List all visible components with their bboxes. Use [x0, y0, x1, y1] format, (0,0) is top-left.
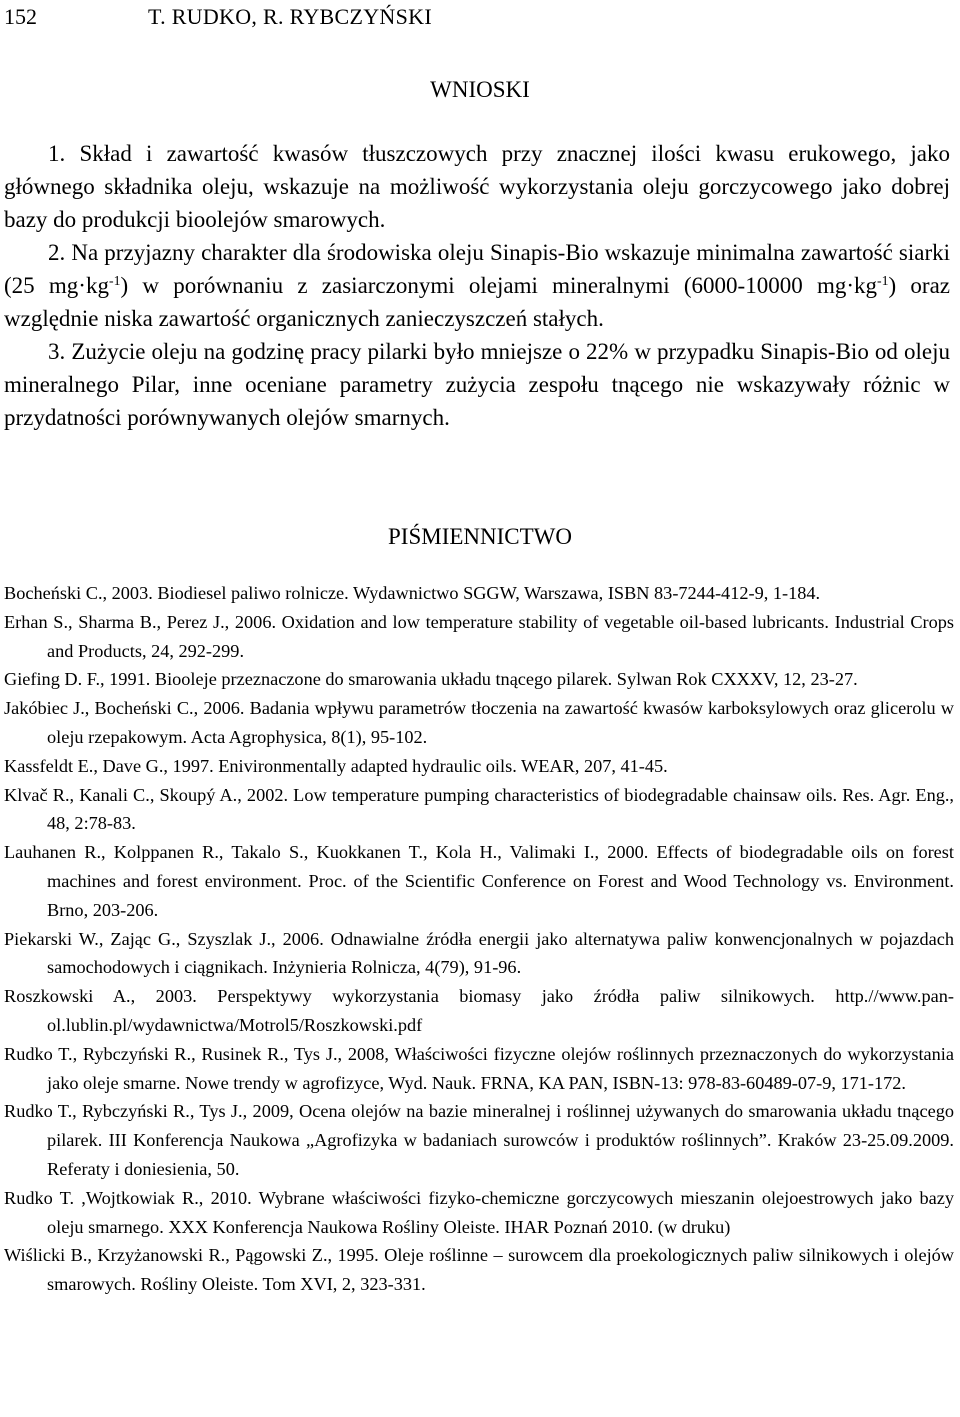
- conclusion-number: 1.: [48, 141, 66, 166]
- conclusion-text: ) w porównaniu z zasiarczonymi olejami mineralnymi (6000-10000 mg·kg: [120, 273, 877, 298]
- conclusions-heading: WNIOSKI: [430, 77, 530, 102]
- reference-item: Giefing D. F., 1991. Biooleje przeznaczone do smarowania układu tnącego pilarek. Sylwan Rok CXXXV, 12, 23-27.: [4, 669, 858, 690]
- superscript: -1: [108, 273, 121, 289]
- conclusion-item: [4, 236, 950, 335]
- reference-item: Rudko T. ,Wojtkowiak R., 2010. Wybrane właściwości fizyko-chemiczne gorczycowych mieszanin olejoestrowych jako bazy oleju smarnego. XXX Konferencja Naukowa Rośliny Oleiste. IHAR Poznań 2010. (w druku): [4, 1187, 954, 1237]
- page-number: 152: [4, 4, 37, 29]
- conclusion-text: Skład i zawartość kwasów tłuszczowych przy znacznej ilości kwasu erukowego, jako głównego składnika oleju, wskazuje na możliwość wykorzystania oleju gorczycowego jako dobrej bazy do produkcji bioolejów smarowych.: [4, 141, 950, 232]
- conclusion-text: Na przyjazny charakter dla środowiska oleju Sinapis-Bio wskazuje minimalna zawartość siarki (25 mg·kg: [4, 240, 951, 298]
- reference-item: Roszkowski A., 2003. Perspektywy wykorzystania biomasy jako źródła paliw silnikowych. http.//www.pan-ol.lublin.pl/wydawnictwa/Motrol5/Roszkowski.pdf: [4, 986, 954, 1035]
- conclusion-text: ) oraz względnie niska zawartość organicznych zanieczyszczeń stałych.: [4, 273, 950, 331]
- conclusion-number: 3.: [48, 339, 66, 364]
- reference-item: Klvač R., Kanali C., Skoupý A., 2002. Low temperature pumping characteristics of biodegradable chainsaw oils. Res. Agr. Eng., 48, 2:78-83.: [4, 784, 954, 834]
- reference-item: Bocheński C., 2003. Biodiesel paliwo rolnicze. Wydawnictwo SGGW, Warszawa, ISBN 83-7244-412-9, 1-184.: [4, 583, 821, 603]
- reference-item: Wiślicki B., Krzyżanowski R., Pągowski Z., 1995. Oleje roślinne – surowcem dla proekologicznych paliw silnikowych i olejów smarowych. Rośliny Oleiste. Tom XVI, 2, 323-331.: [4, 1245, 954, 1295]
- reference-item: Kassfeldt E., Dave G., 1997. Enivironmentally adapted hydraulic oils. WEAR, 207, 41-45.: [4, 755, 668, 776]
- conclusion-text: Zużycie oleju na godzinę pracy pilarki było mniejsze o 22% w przypadku Sinapis-Bio od oleju mineralnego Pilar, inne oceniane parametry zużycia zespołu tnącego nie wskazywały różnic w przydatności porównywanych olejów smarnych.: [4, 339, 951, 430]
- conclusion-item: [4, 335, 950, 434]
- reference-item: Piekarski W., Zając G., Szyszlak J., 2006. Odnawialne źródła energii jako alternatywa paliw konwencjonalnych w pojazdach samochodowych i ciągnikach. Inżynieria Rolnicza, 4(79), 91-96.: [4, 928, 954, 978]
- reference-item: Rudko T., Rybczyński R., Rusinek R., Tys J., 2008, Właściwości fizyczne olejów roślinnych przeznaczonych do wykorzystania jako oleje smarne. Nowe trendy w agrofizyce, Wyd. Nauk. FRNA, KA PAN, ISBN-13: 978-83-60489-07-9, 171-172.: [4, 1043, 954, 1093]
- reference-item: Erhan S., Sharma B., Perez J., 2006. Oxidation and low temperature stability of vegetable oil-based lubricants. Industrial Crops and Products, 24, 292-299.: [4, 611, 954, 661]
- running-header-authors: T. RUDKO, R. RYBCZYŃSKI: [148, 4, 432, 29]
- conclusion-item: [4, 137, 950, 236]
- reference-item: Rudko T., Rybczyński R., Tys J., 2009, Ocena olejów na bazie mineralnej i roślinnej używanych do smarowania układu tnącego pilarek. III Konferencja Naukowa „Agrofizyka w badaniach surowców i produktów roślinnych”. Kraków 23-25.09.2009. Referaty i doniesienia, 50.: [4, 1101, 954, 1179]
- conclusions-list: [4, 137, 950, 434]
- references-heading: PIŚMIENNICTWO: [388, 524, 572, 549]
- references-list: [4, 579, 954, 1299]
- reference-item: Jakóbiec J., Bocheński C., 2006. Badania wpływu parametrów tłoczenia na zawartość kwasów karboksylowych oraz glicerolu w oleju rzepakowym. Acta Agrophysica, 8(1), 95-102.: [4, 698, 954, 747]
- conclusion-number: 2.: [48, 240, 66, 265]
- superscript: -1: [877, 273, 889, 289]
- running-header: [0, 4, 960, 40]
- reference-item: Lauhanen R., Kolppanen R., Takalo S., Kuokkanen T., Kola H., Valimaki I., 2000. Effects of biodegradable oils on forest machines and forest environment. Proc. of the Scientific Conference on Forest and Wood Technology vs. Environment. Brno, 203-206.: [4, 842, 954, 920]
